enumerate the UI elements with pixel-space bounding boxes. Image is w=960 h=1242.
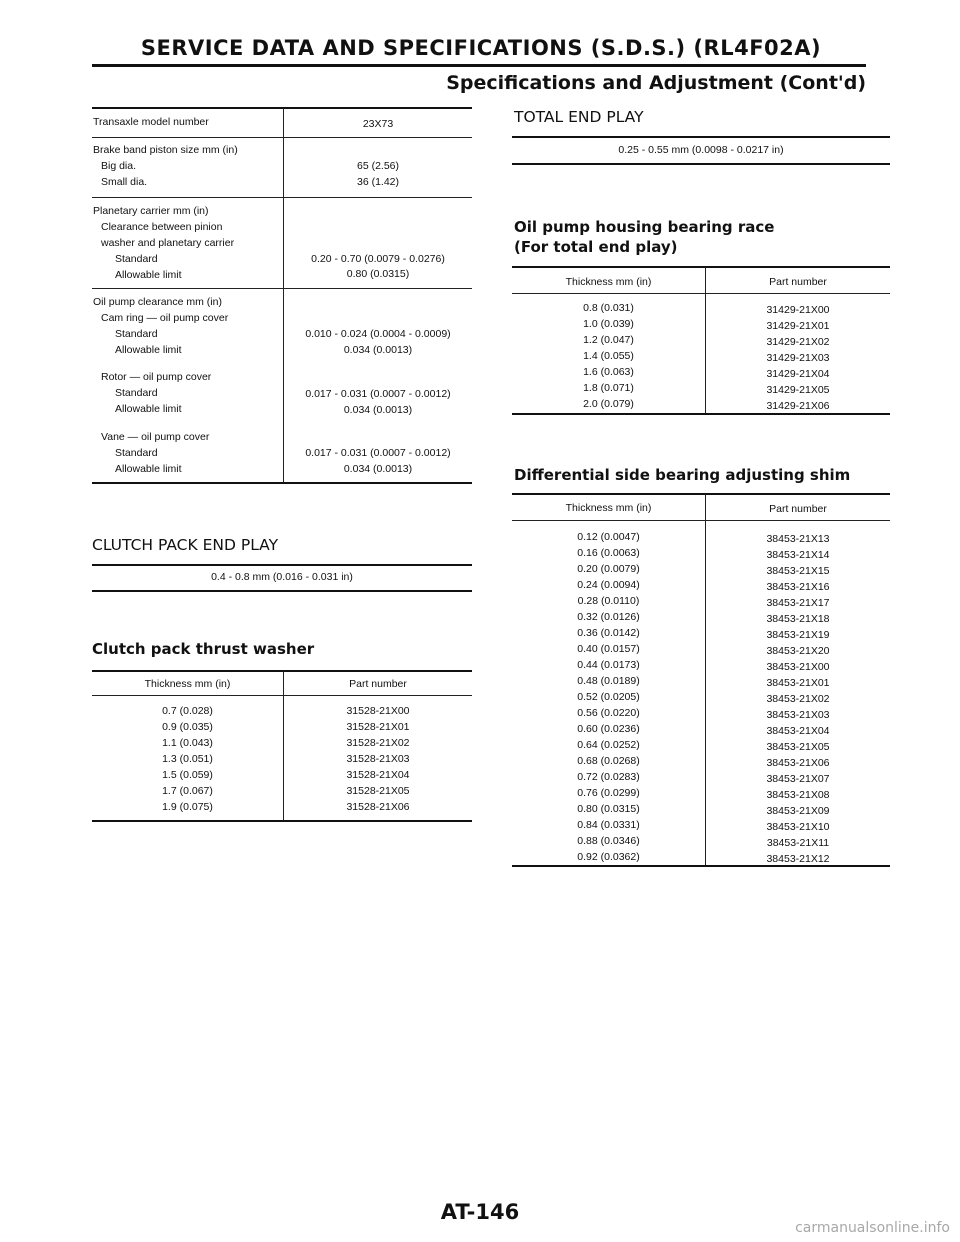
part-number-cell: 38453-21X11 bbox=[766, 837, 830, 849]
spec-table-bottom-rule bbox=[92, 482, 472, 484]
thickness-cell: 0.32 (0.0126) bbox=[577, 611, 640, 623]
part-number-cell: 38453-21X18 bbox=[766, 613, 830, 625]
spec-label: washer and planetary carrier bbox=[101, 237, 235, 249]
row-separator bbox=[92, 288, 472, 289]
part-number-cell: 31528-21X06 bbox=[346, 801, 410, 813]
total-end-play-bottom-rule bbox=[512, 163, 890, 165]
thrust-washer-top-rule bbox=[92, 670, 472, 672]
bearing-race-thickness-column bbox=[512, 300, 705, 412]
part-number-cell: 38453-21X14 bbox=[766, 549, 830, 561]
bearing-race-top-rule bbox=[512, 266, 890, 268]
thickness-cell: 0.16 (0.0063) bbox=[577, 547, 640, 559]
thrust-washer-thickness-column bbox=[92, 703, 283, 815]
thickness-cell: 1.8 (0.071) bbox=[583, 382, 634, 394]
thickness-cell: 1.6 (0.063) bbox=[583, 366, 634, 378]
part-number-cell: 38453-21X05 bbox=[766, 741, 830, 753]
row-separator bbox=[92, 197, 472, 198]
thickness-cell: 0.88 (0.0346) bbox=[577, 835, 640, 847]
thickness-cell: 1.1 (0.043) bbox=[162, 737, 213, 749]
thickness-cell: 2.0 (0.079) bbox=[583, 398, 634, 410]
thickness-cell: 1.7 (0.067) bbox=[162, 785, 213, 797]
spec-label: Transaxle model number bbox=[93, 116, 209, 128]
thickness-cell: 0.64 (0.0252) bbox=[577, 739, 640, 751]
part-number-cell: 31429-21X05 bbox=[766, 384, 830, 396]
thickness-cell: 1.9 (0.075) bbox=[162, 801, 213, 813]
part-number-cell: 38453-21X00 bbox=[766, 661, 830, 673]
thickness-cell: 0.60 (0.0236) bbox=[577, 723, 640, 735]
bearing-race-bottom-rule bbox=[512, 413, 890, 415]
thickness-cell: 0.36 (0.0142) bbox=[577, 627, 640, 639]
part-number-cell: 31429-21X01 bbox=[766, 320, 830, 332]
total-end-play-value: 0.25 - 0.55 mm (0.0098 - 0.0217 in) bbox=[618, 144, 784, 156]
part-number-cell: 38453-21X13 bbox=[766, 533, 830, 545]
spec-label: Allowable limit bbox=[115, 344, 182, 356]
part-number-cell: 31528-21X02 bbox=[346, 737, 410, 749]
thickness-cell: 0.80 (0.0315) bbox=[577, 803, 640, 815]
part-number-cell: 38453-21X07 bbox=[766, 773, 830, 785]
thickness-cell: 1.3 (0.051) bbox=[162, 753, 213, 765]
thrust-washer-header-part: Part number bbox=[349, 678, 407, 690]
part-number-cell: 38453-21X19 bbox=[766, 629, 830, 641]
thickness-cell: 0.48 (0.0189) bbox=[577, 675, 640, 687]
diff-shim-header-thickness: Thickness mm (in) bbox=[565, 502, 652, 514]
thickness-cell: 0.7 (0.028) bbox=[162, 705, 213, 717]
thickness-cell: 0.9 (0.035) bbox=[162, 721, 213, 733]
spec-label: Vane — oil pump cover bbox=[101, 431, 210, 443]
spec-label: Oil pump clearance mm (in) bbox=[93, 296, 222, 308]
diff-shim-header-rule bbox=[512, 520, 890, 521]
part-number-cell: 31429-21X06 bbox=[766, 400, 830, 412]
thickness-cell: 0.52 (0.0205) bbox=[577, 691, 640, 703]
part-number-cell: 31429-21X02 bbox=[766, 336, 830, 348]
spec-label: Rotor — oil pump cover bbox=[101, 371, 212, 383]
part-number-cell: 38453-21X12 bbox=[766, 853, 830, 865]
part-number-cell: 38453-21X06 bbox=[766, 757, 830, 769]
part-number-cell: 38453-21X04 bbox=[766, 725, 830, 737]
spec-label: Clearance between pinion bbox=[101, 221, 223, 233]
part-number-cell: 38453-21X16 bbox=[766, 581, 830, 593]
part-number-cell: 38453-21X20 bbox=[766, 645, 830, 657]
part-number-cell: 38453-21X09 bbox=[766, 805, 830, 817]
thickness-cell: 0.84 (0.0331) bbox=[577, 819, 640, 831]
part-number-cell: 38453-21X01 bbox=[766, 677, 830, 689]
part-number-cell: 38453-21X08 bbox=[766, 789, 830, 801]
spec-value: 0.017 - 0.031 (0.0007 - 0.0012) bbox=[305, 447, 451, 459]
thrust-washer-title: Clutch pack thrust washer bbox=[92, 640, 315, 658]
spec-value: 65 (2.56) bbox=[356, 160, 400, 172]
spec-value: 0.017 - 0.031 (0.0007 - 0.0012) bbox=[305, 388, 451, 400]
thickness-cell: 1.5 (0.059) bbox=[162, 769, 213, 781]
diff-shim-header-part: Part number bbox=[769, 503, 827, 515]
part-number-cell: 38453-21X17 bbox=[766, 597, 830, 609]
row-separator bbox=[92, 137, 472, 138]
spec-value: 23X73 bbox=[362, 118, 394, 130]
spec-label: Standard bbox=[115, 387, 158, 399]
thickness-cell: 1.0 (0.039) bbox=[583, 318, 634, 330]
spec-label: Standard bbox=[115, 253, 158, 265]
diff-shim-thickness-column bbox=[512, 529, 705, 865]
thickness-cell: 0.92 (0.0362) bbox=[577, 851, 640, 863]
diff-shim-title: Differential side bearing adjusting shim bbox=[514, 466, 851, 484]
spec-value: 0.034 (0.0013) bbox=[343, 344, 413, 356]
part-number-cell: 31429-21X03 bbox=[766, 352, 830, 364]
thrust-washer-part-column bbox=[284, 703, 472, 815]
thickness-cell: 0.76 (0.0299) bbox=[577, 787, 640, 799]
spec-label: Big dia. bbox=[101, 160, 137, 172]
total-end-play-title: TOTAL END PLAY bbox=[514, 108, 644, 126]
diff-shim-bottom-rule bbox=[512, 865, 890, 867]
spec-value: 0.034 (0.0013) bbox=[343, 404, 413, 416]
bearing-race-part-column bbox=[706, 302, 890, 414]
spec-value: 0.010 - 0.024 (0.0004 - 0.0009) bbox=[305, 328, 451, 340]
spec-label: Brake band piston size mm (in) bbox=[93, 144, 238, 156]
part-number-cell: 38453-21X03 bbox=[766, 709, 830, 721]
thickness-cell: 0.8 (0.031) bbox=[583, 302, 634, 314]
thickness-cell: 0.44 (0.0173) bbox=[577, 659, 640, 671]
thickness-cell: 0.68 (0.0268) bbox=[577, 755, 640, 767]
part-number-cell: 31528-21X04 bbox=[346, 769, 410, 781]
thickness-cell: 0.20 (0.0079) bbox=[577, 563, 640, 575]
thickness-cell: 0.28 (0.0110) bbox=[577, 595, 640, 607]
thrust-washer-header-thickness: Thickness mm (in) bbox=[144, 678, 231, 690]
part-number-cell: 38453-21X15 bbox=[766, 565, 830, 577]
spec-label: Planetary carrier mm (in) bbox=[93, 205, 209, 217]
thickness-cell: 1.4 (0.055) bbox=[583, 350, 634, 362]
spec-label: Allowable limit bbox=[115, 403, 182, 415]
thickness-cell: 1.2 (0.047) bbox=[583, 334, 634, 346]
spec-label: Standard bbox=[115, 447, 158, 459]
thickness-cell: 0.12 (0.0047) bbox=[577, 531, 640, 543]
part-number-cell: 38453-21X02 bbox=[766, 693, 830, 705]
total-end-play-top-rule bbox=[512, 136, 890, 138]
spec-label: Allowable limit bbox=[115, 463, 182, 475]
thickness-cell: 0.56 (0.0220) bbox=[577, 707, 640, 719]
part-number-cell: 31528-21X00 bbox=[346, 705, 410, 717]
bearing-race-header-thickness: Thickness mm (in) bbox=[565, 276, 652, 288]
spec-value: 36 (1.42) bbox=[356, 176, 400, 188]
diff-shim-part-column bbox=[706, 531, 890, 867]
diff-shim-top-rule bbox=[512, 493, 890, 495]
spec-label: Small dia. bbox=[101, 176, 148, 188]
clutch-end-play-top-rule bbox=[92, 564, 472, 566]
thickness-cell: 0.72 (0.0283) bbox=[577, 771, 640, 783]
part-number-cell: 31528-21X03 bbox=[346, 753, 410, 765]
clutch-end-play-value: 0.4 - 0.8 mm (0.016 - 0.031 in) bbox=[211, 571, 353, 583]
clutch-end-play-title: CLUTCH PACK END PLAY bbox=[92, 536, 279, 554]
bearing-race-title: Oil pump housing bearing race bbox=[514, 218, 775, 236]
clutch-end-play-bottom-rule bbox=[92, 590, 472, 592]
title-rule bbox=[92, 64, 866, 67]
bearing-race-header-part: Part number bbox=[769, 276, 827, 288]
thickness-cell: 0.40 (0.0157) bbox=[577, 643, 640, 655]
watermark: carmanualsonline.info bbox=[795, 1220, 950, 1236]
spec-label: Allowable limit bbox=[115, 269, 182, 281]
spec-value: 0.80 (0.0315) bbox=[346, 268, 410, 280]
part-number-cell: 38453-21X10 bbox=[766, 821, 830, 833]
spec-value: 0.20 - 0.70 (0.0079 - 0.0276) bbox=[311, 253, 445, 265]
part-number-cell: 31429-21X00 bbox=[766, 304, 830, 316]
spec-value: 0.034 (0.0013) bbox=[343, 463, 413, 475]
spec-label: Cam ring — oil pump cover bbox=[101, 312, 229, 324]
bearing-race-subtitle: (For total end play) bbox=[514, 238, 678, 256]
page-subtitle: Specifications and Adjustment (Cont'd) bbox=[446, 72, 866, 94]
part-number-cell: 31528-21X05 bbox=[346, 785, 410, 797]
part-number-cell: 31528-21X01 bbox=[346, 721, 410, 733]
page-title: SERVICE DATA AND SPECIFICATIONS (S.D.S.) (RL4F02A) bbox=[140, 36, 822, 60]
bearing-race-header-rule bbox=[512, 293, 890, 294]
part-number-cell: 31429-21X04 bbox=[766, 368, 830, 380]
spec-table-top-rule bbox=[92, 107, 472, 109]
thickness-cell: 0.24 (0.0094) bbox=[577, 579, 640, 591]
thrust-washer-bottom-rule bbox=[92, 820, 472, 822]
spec-label: Standard bbox=[115, 328, 158, 340]
page-number: AT-146 bbox=[440, 1200, 520, 1224]
thrust-washer-header-rule bbox=[92, 695, 472, 696]
